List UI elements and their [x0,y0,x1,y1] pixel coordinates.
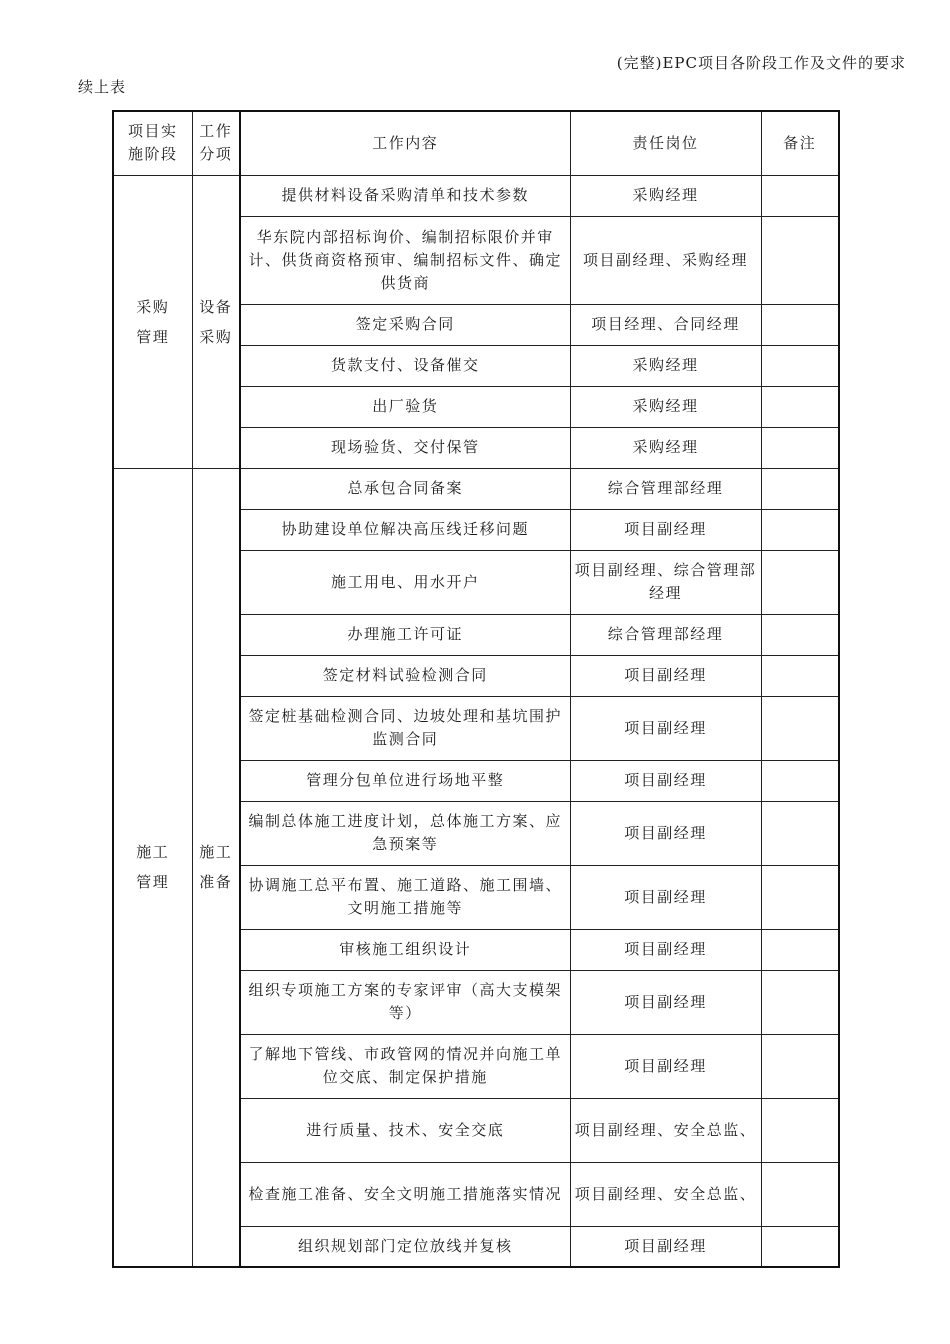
note-cell [761,386,839,427]
responsibility-cell: 项目副经理、安全总监、 [570,1162,761,1226]
note-cell [761,801,839,865]
content-cell: 办理施工许可证 [240,614,570,655]
stage-line2: 管理 [136,327,170,346]
document-title: (完整)EPC项目各阶段工作及文件的要求 [616,54,906,72]
note-cell [761,865,839,929]
responsibility-cell: 项目副经理 [570,865,761,929]
responsibility-cell: 项目经理、合同经理 [570,304,761,345]
header-subitem-line1: 工作 [199,122,233,141]
note-cell [761,468,839,509]
note-cell [761,427,839,468]
header-note: 备注 [761,111,839,175]
table-row [113,175,839,216]
note-cell [761,175,839,216]
note-cell [761,655,839,696]
responsibility-cell: 项目副经理、采购经理 [570,216,761,304]
stage-cell [113,175,192,468]
responsibility-cell: 项目副经理、综合管理部经理 [570,550,761,614]
responsibility-cell: 综合管理部经理 [570,614,761,655]
header-subitem-line2: 分项 [199,145,233,164]
content-cell: 货款支付、设备催交 [240,345,570,386]
header-content: 工作内容 [240,111,570,175]
note-cell [761,614,839,655]
stage-line1: 采购 [136,297,170,316]
header-responsibility: 责任岗位 [570,111,761,175]
note-cell [761,970,839,1034]
content-cell: 管理分包单位进行场地平整 [240,760,570,801]
table-row [113,468,839,509]
subitem-cell [192,468,240,1267]
responsibility-cell: 项目副经理 [570,929,761,970]
content-cell: 检查施工准备、安全文明施工措施落实情况 [240,1162,570,1226]
responsibility-cell: 项目副经理 [570,1034,761,1098]
note-cell [761,696,839,760]
content-cell: 组织规划部门定位放线并复核 [240,1226,570,1267]
content-cell: 现场验货、交付保管 [240,427,570,468]
responsibility-cell: 综合管理部经理 [570,468,761,509]
note-cell [761,216,839,304]
responsibility-cell: 项目副经理 [570,970,761,1034]
note-cell [761,1034,839,1098]
content-cell: 审核施工组织设计 [240,929,570,970]
note-cell [761,550,839,614]
note-cell [761,1098,839,1162]
content-cell: 总承包合同备案 [240,468,570,509]
stage-cell [113,468,192,1267]
content-cell: 签定材料试验检测合同 [240,655,570,696]
subitem-line1: 设备 [199,297,233,316]
continued-label: 续上表 [78,78,127,96]
subitem-line1: 施工 [199,843,233,862]
header-stage [113,111,192,175]
header-stage-line2: 施阶段 [127,145,178,164]
stage-line1: 施工 [136,843,170,862]
note-cell [761,1226,839,1267]
responsibility-cell: 项目副经理 [570,1226,761,1267]
header-subitem [192,111,240,175]
content-cell: 协调施工总平布置、施工道路、施工围墙、文明施工措施等 [240,865,570,929]
responsibility-cell: 项目副经理 [570,696,761,760]
responsibility-cell: 项目副经理 [570,801,761,865]
work-responsibility-table [112,110,840,1268]
subitem-line2: 采购 [199,327,233,346]
note-cell [761,760,839,801]
content-cell: 提供材料设备采购清单和技术参数 [240,175,570,216]
note-cell [761,509,839,550]
content-cell: 编制总体施工进度计划，总体施工方案、应急预案等 [240,801,570,865]
content-cell: 签定桩基础检测合同、边坡处理和基坑围护监测合同 [240,696,570,760]
content-cell: 施工用电、用水开户 [240,550,570,614]
responsibility-cell: 项目副经理 [570,655,761,696]
content-cell: 出厂验货 [240,386,570,427]
responsibility-cell: 采购经理 [570,175,761,216]
responsibility-cell: 项目副经理 [570,509,761,550]
content-cell: 进行质量、技术、安全交底 [240,1098,570,1162]
responsibility-cell: 项目副经理、安全总监、 [570,1098,761,1162]
note-cell [761,304,839,345]
note-cell [761,929,839,970]
stage-line2: 管理 [136,873,170,892]
header-stage-line1: 项目实 [127,122,178,141]
content-cell: 了解地下管线、市政管网的情况并向施工单位交底、制定保护措施 [240,1034,570,1098]
content-cell: 华东院内部招标询价、编制招标限价并审计、供货商资格预审、编制招标文件、确定供货商 [240,216,570,304]
note-cell [761,345,839,386]
responsibility-cell: 采购经理 [570,427,761,468]
note-cell [761,1162,839,1226]
responsibility-cell: 采购经理 [570,386,761,427]
content-cell: 协助建设单位解决高压线迁移问题 [240,509,570,550]
responsibility-cell: 采购经理 [570,345,761,386]
content-cell: 签定采购合同 [240,304,570,345]
subitem-cell [192,175,240,468]
table-header-row [113,111,839,175]
table-body [113,175,839,1267]
responsibility-cell: 项目副经理 [570,760,761,801]
content-cell: 组织专项施工方案的专家评审（高大支模架等） [240,970,570,1034]
subitem-line2: 准备 [199,873,233,892]
